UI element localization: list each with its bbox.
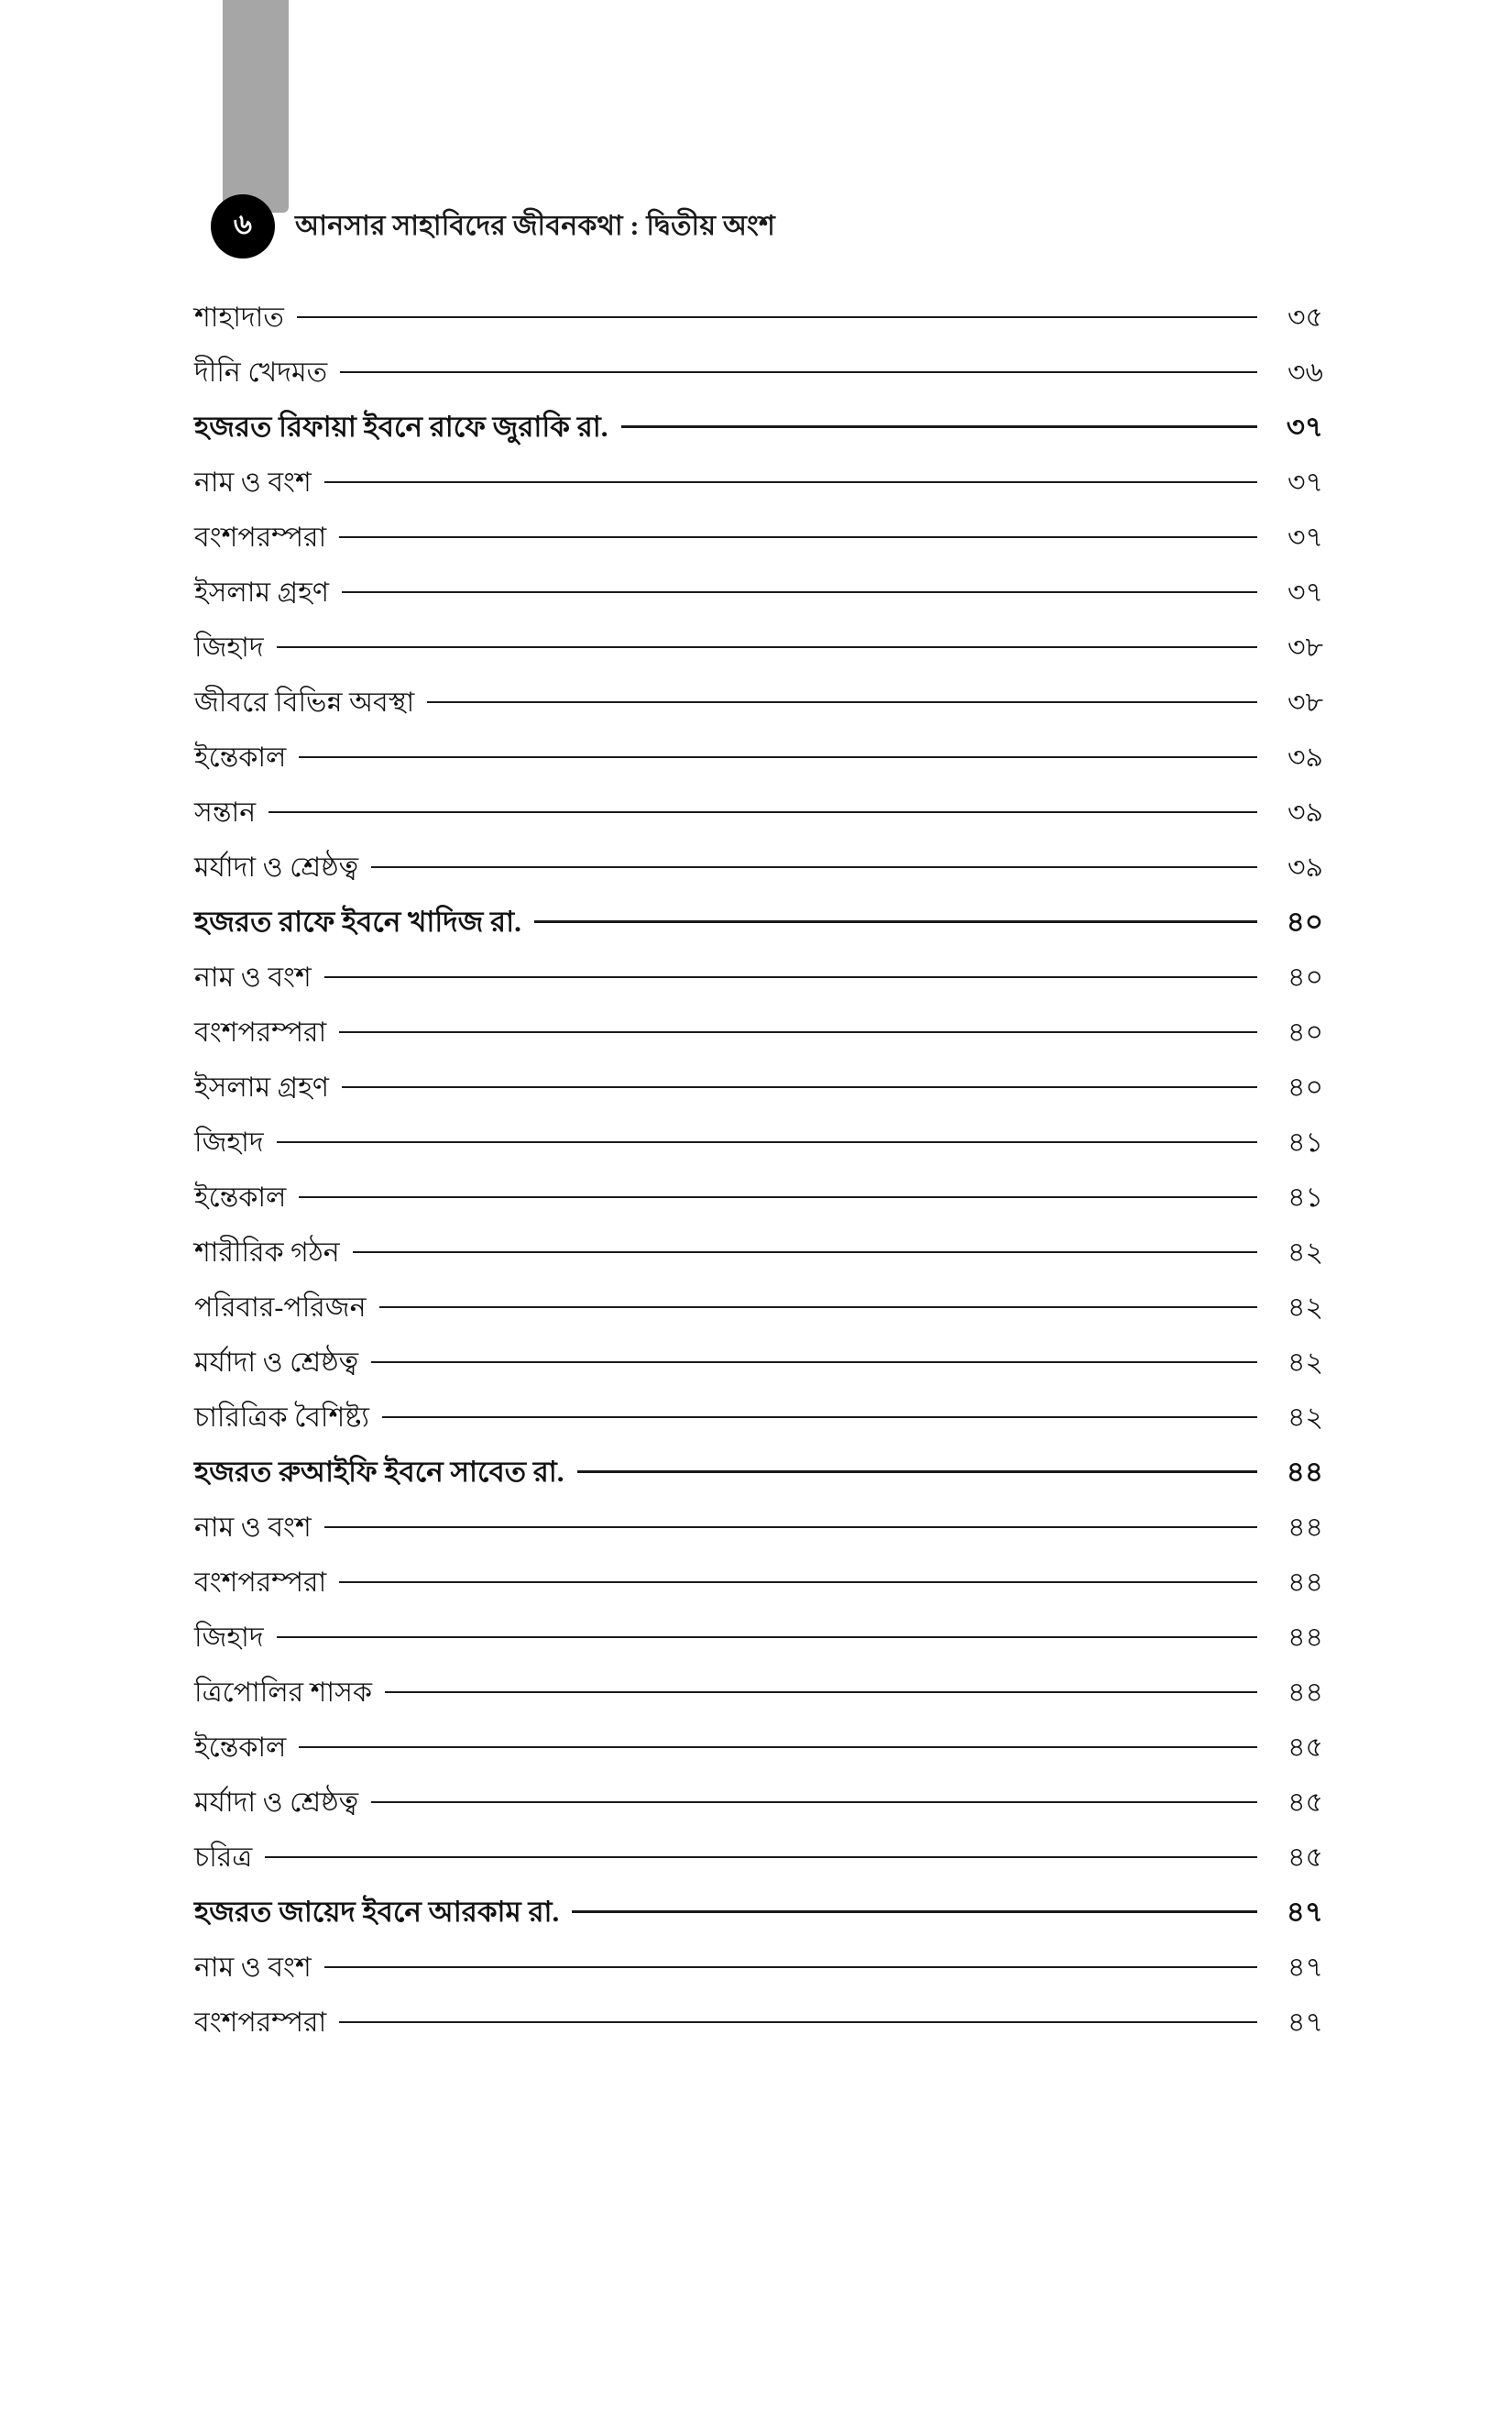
toc-entry-page: ৪০ [1287,1072,1323,1103]
toc-entry-label: ইসলাম গ্রহণ [194,1072,330,1103]
toc-entry-label: নাম ও বংশ [194,468,312,498]
toc-entry-label: জিহাদ [194,1622,264,1653]
toc-entry[interactable] [194,460,1323,515]
toc-entry[interactable] [194,1065,1323,1120]
toc-entry[interactable] [194,1890,1323,1945]
toc-entry-page: ৩৭ [1287,522,1323,553]
toc-entry[interactable] [194,1725,1323,1780]
toc-entry[interactable] [194,1230,1323,1285]
toc-entry-label: ইন্তেকাল [194,1732,287,1763]
page-edge-tab [223,0,289,213]
toc-entry-page: ৪২ [1287,1402,1323,1433]
toc-entry-label: সন্তান [194,798,257,828]
toc-entry-label: চরিত্র [194,1842,253,1873]
toc-entry[interactable] [194,1010,1323,1065]
toc-entry-label: বংশপরম্পরা [194,522,327,553]
page-title: আনসার সাহাবিদের জীবনকথা : দ্বিতীয় অংশ [295,210,775,241]
toc-entry[interactable] [194,1395,1323,1450]
toc-entry-page: ৩৯ [1287,852,1323,883]
toc-entry-label: মর্যাদা ও শ্রেষ্ঠত্ব [194,852,359,883]
toc-entry[interactable] [194,735,1323,790]
page-header [211,194,775,258]
toc-entry[interactable] [194,1945,1323,2000]
toc-leader-line [534,920,1257,923]
toc-entry-label: মর্যাদা ও শ্রেষ্ঠত্ব [194,1788,359,1818]
toc-entry[interactable] [194,790,1323,845]
toc-entry-page: ৪৫ [1287,1732,1323,1763]
toc-entry-page: ৪২ [1287,1238,1323,1268]
toc-entry-label: চারিত্রিক বৈশিষ্ট্য [194,1402,369,1433]
toc-entry-page: ৩৮ [1287,688,1323,718]
toc-entry-label: মর্যাদা ও শ্রেষ্ঠত্ব [194,1348,359,1378]
toc-leader-line [342,591,1257,593]
toc-leader-line [339,1581,1257,1583]
toc-leader-line [577,1470,1258,1473]
toc-entry[interactable] [194,625,1323,680]
toc-entry-page: ৪১ [1287,1128,1323,1158]
toc-entry[interactable] [194,570,1323,625]
toc-leader-line [265,1856,1257,1858]
toc-entry-page: ৩৯ [1287,742,1323,773]
toc-entry-label: নাম ও বংশ [194,1952,312,1983]
toc-entry[interactable] [194,1450,1323,1505]
toc-entry-label: জিহাদ [194,1128,264,1158]
toc-entry[interactable] [194,1780,1323,1835]
toc-leader-line [371,1801,1257,1803]
toc-entry-label: ত্রিপোলির শাসক [194,1678,372,1708]
toc-entry-label: ইন্তেকাল [194,742,287,773]
toc-entry-label: হজরত জায়েদ ইবনে আরকাম রা. [194,1896,560,1928]
toc-leader-line [379,1306,1257,1308]
toc-leader-line [324,1526,1257,1528]
toc-entry-page: ৪২ [1287,1292,1323,1323]
toc-leader-line [572,1910,1257,1913]
toc-entry[interactable] [194,2000,1323,2055]
toc-leader-line [621,425,1257,428]
toc-leader-line [277,646,1257,648]
toc-entry[interactable] [194,405,1323,460]
toc-entry-page: ৩৬ [1287,358,1323,388]
toc-entry-label: শারীরিক গঠন [194,1238,340,1268]
toc-entry-page: ৪১ [1287,1182,1323,1213]
toc-leader-line [340,371,1257,373]
toc-entry[interactable] [194,955,1323,1010]
toc-entry-label: জীবরে বিভিন্ন অবস্থা [194,688,415,718]
toc-entry-page: ৪৪ [1286,1456,1323,1488]
toc-entry[interactable] [194,1340,1323,1395]
toc-entry-page: ৪৫ [1287,1788,1323,1818]
toc-entry-label: হজরত রাফে ইবনে খাদিজ রা. [194,906,521,938]
toc-entry-label: নাম ও বংশ [194,962,312,993]
toc-entry-page: ৪৭ [1287,2008,1323,2038]
toc-entry-page: ৪৪ [1287,1512,1323,1543]
toc-entry-label: হজরত রিফায়া ইবনে রাফে জুরাকি রা. [194,411,608,443]
toc-entry[interactable] [194,295,1323,350]
toc-entry-label: ইসলাম গ্রহণ [194,578,330,608]
toc-entry-page: ৪৫ [1287,1842,1323,1873]
toc-entry-page: ৪৪ [1287,1568,1323,1598]
table-of-contents [194,295,1323,2055]
toc-entry-page: ৩৯ [1287,798,1323,828]
toc-leader-line [371,866,1257,868]
toc-entry-page: ৩৮ [1287,632,1323,663]
toc-entry-label: বংশপরম্পরা [194,1018,327,1048]
toc-entry-label: দীনি খেদমত [194,358,328,388]
toc-entry[interactable] [194,350,1323,405]
toc-leader-line [268,811,1257,813]
toc-entry-page: ৩৭ [1287,468,1323,498]
toc-entry-page: ৪০ [1287,962,1323,993]
toc-leader-line [324,481,1257,483]
toc-leader-line [339,2021,1257,2023]
toc-leader-line [342,1086,1257,1088]
toc-leader-line [339,1031,1257,1033]
toc-entry-page: ৪৪ [1287,1622,1323,1653]
toc-entry[interactable] [194,1615,1323,1670]
toc-leader-line [297,316,1257,318]
toc-entry-label: শাহাদাত [194,302,284,333]
toc-entry[interactable] [194,515,1323,570]
toc-leader-line [324,1966,1257,1968]
toc-leader-line [382,1416,1257,1418]
toc-leader-line [371,1361,1257,1363]
toc-leader-line [324,976,1257,978]
toc-entry[interactable] [194,680,1323,735]
toc-entry-label: ইন্তেকাল [194,1182,287,1213]
toc-entry[interactable] [194,845,1323,900]
page-number-badge: ৬ [211,194,275,258]
toc-entry-page: ৪৭ [1287,1952,1323,1983]
toc-entry-page: ৩৫ [1287,302,1323,333]
toc-entry-label: জিহাদ [194,632,264,663]
toc-leader-line [427,701,1257,703]
toc-entry-label: বংশপরম্পরা [194,1568,327,1598]
toc-entry[interactable] [194,1835,1323,1890]
toc-entry[interactable] [194,900,1323,955]
toc-entry-page: ৪০ [1286,906,1323,938]
toc-leader-line [299,1746,1257,1748]
toc-entry[interactable] [194,1560,1323,1615]
toc-leader-line [353,1251,1257,1253]
toc-leader-line [277,1636,1257,1638]
toc-entry-page: ৪৪ [1287,1678,1323,1708]
toc-entry-page: ৪২ [1287,1348,1323,1378]
toc-leader-line [385,1691,1257,1693]
toc-entry-label: বংশপরম্পরা [194,2008,327,2038]
toc-entry[interactable] [194,1505,1323,1560]
toc-entry-label: নাম ও বংশ [194,1512,312,1543]
toc-entry-page: ৩৭ [1287,578,1323,608]
toc-entry-label: হজরত রুআইফি ইবনে সাবেত রা. [194,1456,564,1488]
toc-entry-label: পরিবার-পরিজন [194,1292,367,1323]
toc-leader-line [299,756,1257,758]
toc-leader-line [277,1141,1257,1143]
toc-entry[interactable] [194,1120,1323,1175]
toc-entry[interactable] [194,1285,1323,1340]
toc-entry-page: ৪০ [1287,1018,1323,1048]
toc-leader-line [339,536,1257,538]
toc-leader-line [299,1196,1257,1198]
toc-entry-page: ৪৭ [1286,1896,1323,1928]
toc-entry[interactable] [194,1175,1323,1230]
toc-entry-page: ৩৭ [1286,411,1323,443]
toc-entry[interactable] [194,1670,1323,1725]
